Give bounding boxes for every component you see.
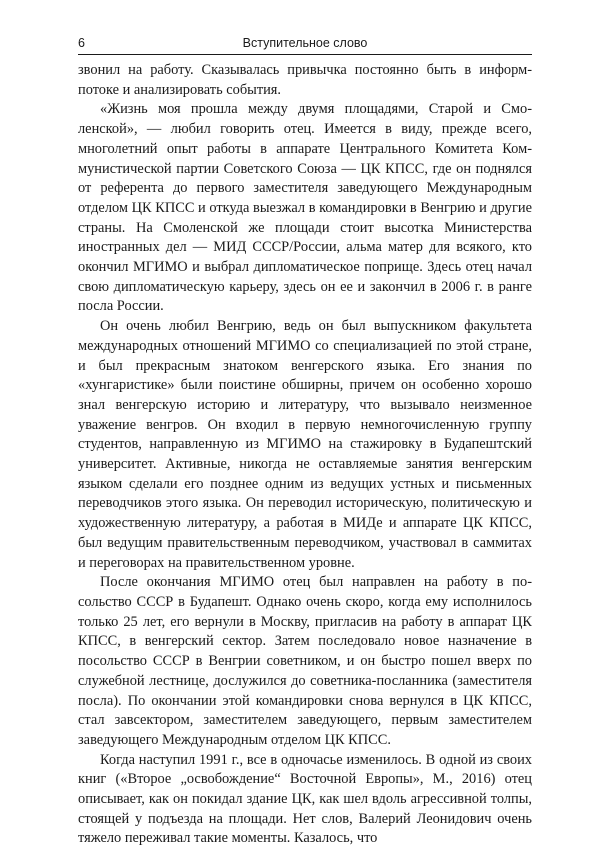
paragraph: Он очень любил Венгрию, ведь он был выпускником факультета международных отношений МГИМО со специализацией по этой стране, и был прекрасным знатоком венгерского языка. Его знания по «хунгаристике» были поистине обширны, причем он особенно хорошо знал венгерскую историю и литературу, что вызывало неизменное уважение венгров. Он входил в первую немногочисленную группу студентов, направленную из МГИМО на стажировку в Будапештский университет. Активные, никогда не оставляемые занятия венгерским языком сделали его позднее одним из ведущих устных и письменных переводчиков этого языка. Он переводил историческую, политическую и художественную литературу, а работая в МИДе и аппарате ЦК КПСС, был ведущим правительственным переводчиком, участвовал в саммитах и переговорах на правительственном уровне. [78, 318, 532, 571]
paragraph: После окончания МГИМО отец был направлен на работу в посольство СССР в Будапешт. Однако очень скоро, когда ему исполнилось только 25 лет, его вернули в Москву, пригласив на работу в аппарат ЦК КПСС, в венгерский сектор. Затем последовало новое назначение в посольство СССР в Венгрии советником, и он быстро пошел вверх по служебной лестнице, дослужился до советника-посланника (заместителя посла). По окончании этой командировки снова вернулся в ЦК КПСС, стал завсектором, заместителем заведующего, первым заместителем заведующего Международным отделом ЦК КПСС. [78, 574, 532, 748]
paragraph: «Жизнь моя прошла между двумя площадями, Старой и Смоленской», — любил говорить отец. Имеется в виду, прежде всего, многолетний опыт работы в аппарате Центрального Комитета Коммунистической партии Советского Союза — ЦК КПСС, где он поднялся от референта до первого заместителя заведующего Международным отделом ЦК КПСС и откуда выезжал в командировки в Венгрию и другие страны. На Смоленской же площади стоит высотка Министерства иностранных дел — МИД СССР/России, альма матер для всякого, кто окончил МГИМО и выбрал дипломатическое поприще. Здесь отец начал свою дипломатическую карьеру, здесь он ее и закончил в 2006 г. в ранге посла России. [78, 101, 532, 315]
paragraph: Когда наступил 1991 г., все в одночасье изменилось. В одной из своих книг («Второе „освобождение“ Восточной Европы», М., 2016) отец описывает, как он покидал здание ЦК, как шел вдоль агрессивной толпы, стоящей у подъезда на площади. Нет слов, Валерий Леонидович очень тяжело переживал такие моменты. Казалось, что [78, 751, 532, 847]
page-number: 6 [78, 36, 85, 50]
body-text [78, 61, 532, 849]
paragraph: звонил на работу. Сказывалась привычка постоянно быть в информпотоке и анализировать события. [78, 62, 532, 98]
running-head: Вступительное слово [242, 36, 368, 50]
page-header [78, 36, 532, 55]
